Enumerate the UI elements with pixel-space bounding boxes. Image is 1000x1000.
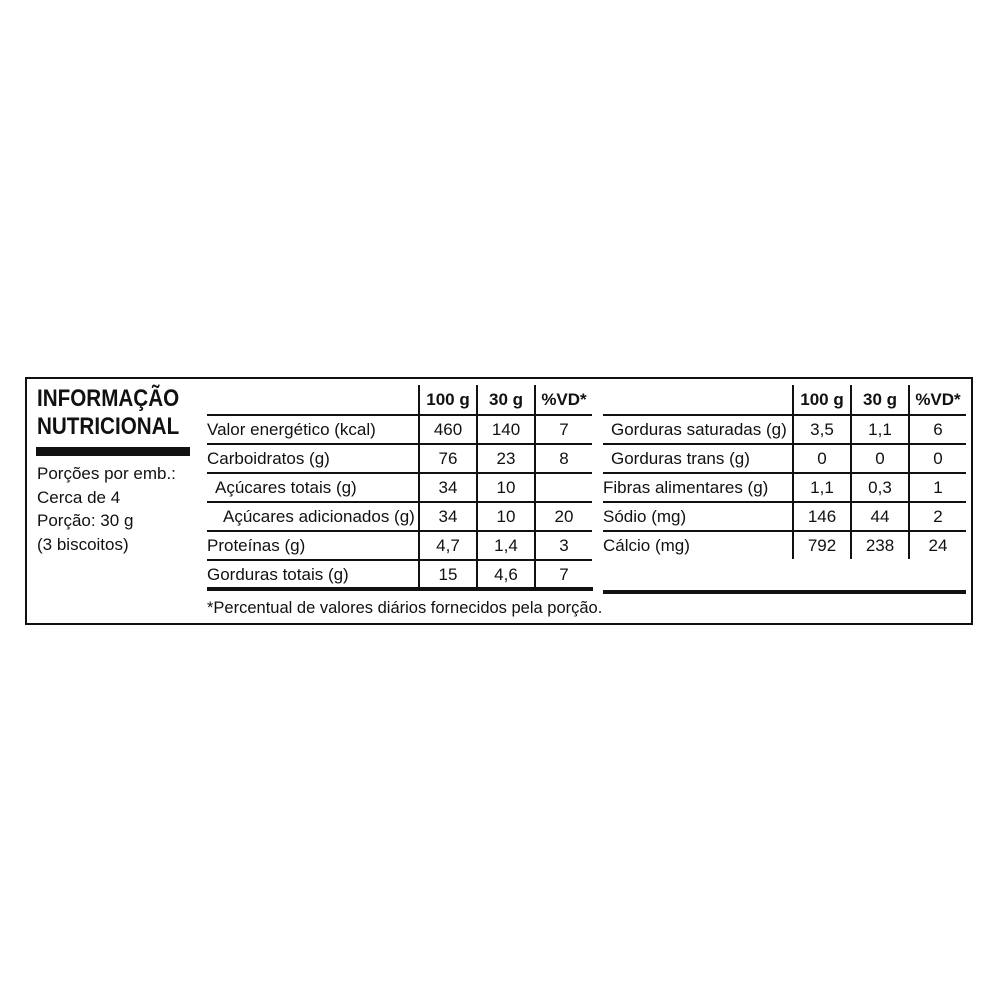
nutrient-table-right	[603, 385, 966, 559]
nutrient-name: Cálcio (mg)	[603, 530, 792, 559]
value-30g: 10	[476, 472, 534, 501]
value-100g: 34	[418, 472, 476, 501]
title-line-2: NUTRICIONAL	[37, 413, 180, 440]
servings-per-package: Porções por emb.:	[37, 464, 176, 483]
value-100g: 792	[792, 530, 850, 559]
nutrition-label	[25, 377, 973, 625]
value-100g: 460	[418, 414, 476, 443]
value-30g: 1,1	[850, 414, 908, 443]
table-left-bottom-rule	[207, 587, 593, 591]
value-30g: 0,3	[850, 472, 908, 501]
value-30g: 238	[850, 530, 908, 559]
value-100g: 15	[418, 559, 476, 588]
portion-info	[37, 462, 176, 556]
table-right-bottom-rule	[603, 590, 966, 594]
header-nutrient	[207, 385, 418, 414]
header-30g: 30 g	[850, 385, 908, 414]
value-30g: 0	[850, 443, 908, 472]
value-vd: 2	[908, 501, 966, 530]
label-title	[37, 385, 179, 441]
footnote: *Percentual de valores diários fornecidos pela porção.	[207, 599, 603, 617]
value-vd: 24	[908, 530, 966, 559]
nutrient-name: Açúcares totais (g)	[207, 472, 418, 501]
value-vd: 7	[534, 414, 592, 443]
header-100g: 100 g	[792, 385, 850, 414]
nutrient-name: Gorduras saturadas (g)	[603, 414, 792, 443]
header-30g: 30 g	[476, 385, 534, 414]
value-30g: 44	[850, 501, 908, 530]
value-30g: 23	[476, 443, 534, 472]
header-vd: %VD*	[534, 385, 592, 414]
value-100g: 34	[418, 501, 476, 530]
header-100g: 100 g	[418, 385, 476, 414]
nutrient-name: Gorduras totais (g)	[207, 559, 418, 588]
value-vd: 7	[534, 559, 592, 588]
nutrient-name: Proteínas (g)	[207, 530, 418, 559]
value-30g: 1,4	[476, 530, 534, 559]
header-vd: %VD*	[908, 385, 966, 414]
value-vd: 8	[534, 443, 592, 472]
value-100g: 76	[418, 443, 476, 472]
value-100g: 4,7	[418, 530, 476, 559]
nutrient-name: Valor energético (kcal)	[207, 414, 418, 443]
value-100g: 3,5	[792, 414, 850, 443]
title-underline	[36, 447, 190, 456]
value-vd: 0	[908, 443, 966, 472]
header-nutrient	[603, 385, 792, 414]
title-line-1: INFORMAÇÃO	[37, 385, 180, 412]
value-30g: 4,6	[476, 559, 534, 588]
serving-description: (3 biscoitos)	[37, 534, 129, 554]
value-vd: 1	[908, 472, 966, 501]
nutrient-name: Sódio (mg)	[603, 501, 792, 530]
nutrient-table-left	[207, 385, 592, 588]
value-vd: 6	[908, 414, 966, 443]
value-vd: 3	[534, 530, 592, 559]
nutrient-name: Carboidratos (g)	[207, 443, 418, 472]
value-vd: 20	[534, 501, 592, 530]
value-100g: 146	[792, 501, 850, 530]
value-30g: 10	[476, 501, 534, 530]
serving-size: Porção: 30 g	[37, 511, 134, 530]
nutrient-name: Açúcares adicionados (g)	[207, 501, 418, 530]
servings-count: Cerca de 4	[37, 487, 121, 507]
nutrient-name: Gorduras trans (g)	[603, 443, 792, 472]
nutrient-name: Fibras alimentares (g)	[603, 472, 792, 501]
value-30g: 140	[476, 414, 534, 443]
value-vd	[534, 472, 592, 501]
value-100g: 1,1	[792, 472, 850, 501]
value-100g: 0	[792, 443, 850, 472]
